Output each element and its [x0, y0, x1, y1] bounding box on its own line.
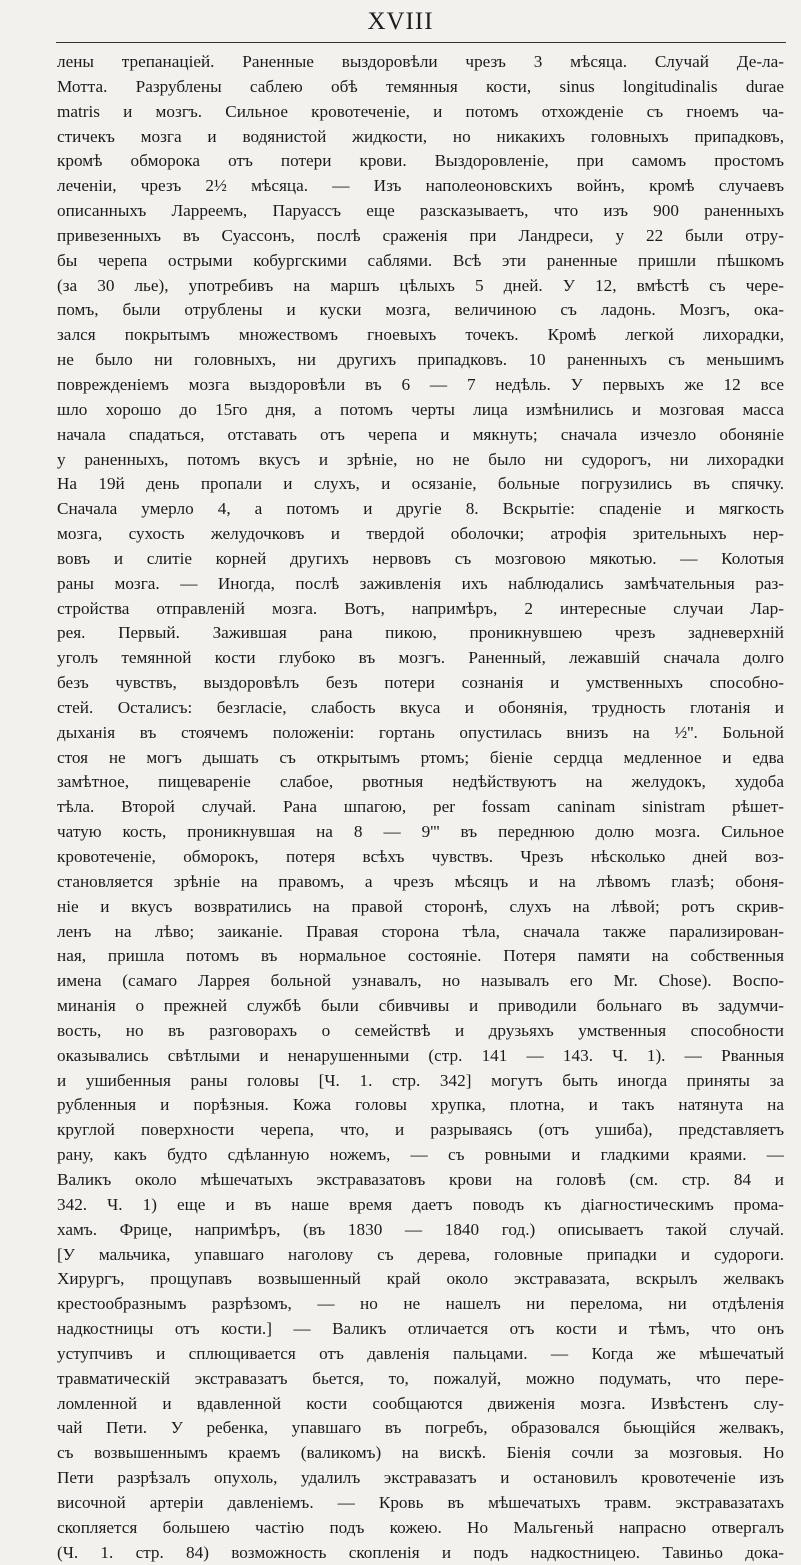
text-line: дыханiя въ стоячемъ положенiи: гортань опустилась внизъ на ½''. Больной — [57, 722, 784, 742]
text-line: Мотта. Разрублены саблею обѣ темянныя кости, sinus longitudinalis durae — [57, 76, 784, 96]
text-line: леченiи, чрезъ 2½ мѣсяца. — Изъ наполеоновскихъ войнъ, кромѣ случаевъ — [57, 176, 784, 196]
page-number: XVIII — [367, 8, 434, 35]
text-line: нiе и вкусъ возвратились на правой сторонѣ, слухъ на лѣвой; ротъ скрив- — [57, 896, 784, 916]
text-line: не было ни головныхъ, ни другихъ припадковъ. 10 раненныхъ съ меньшимъ — [57, 350, 784, 370]
text-line: зался покрытымъ множествомъ гноевыхъ точекъ. Кромѣ легкой лихорадки, — [57, 325, 784, 345]
text-line: стоя не могъ дышать съ открытымъ ртомъ; бiенiе сердца медленное и едва — [57, 747, 784, 767]
text-line: чай Пети. У ребенка, упавшаго въ погребъ, образовался бьющiйся желвакъ, — [57, 1418, 784, 1438]
text-line: круглой поверхности черепа, что, и разрываясь (отъ ушиба), представляетъ — [57, 1120, 784, 1140]
text-line: имена (самаго Ларрея больной узнавалъ, но называлъ его Mr. Chose). Воспо- — [57, 971, 784, 991]
text-line: Пети разрѣзалъ опухоль, удалилъ экстравазатъ и остановилъ кровотеченiе изъ — [57, 1468, 784, 1488]
text-line: ломленной и вдавленной кости сообщаются движенiя мозга. Извѣстенъ слу- — [57, 1393, 784, 1413]
text-line: травматическiй экстравазатъ бьется, то, пожалуй, можно подумать, что пере- — [57, 1368, 784, 1388]
text-line: мозга, сухость желудочковъ и твердой оболочки; атрофiя зрительныхъ нер- — [57, 524, 784, 544]
text-line: Хирургъ, прощупавъ возвышенный край около экстравазата, вскрылъ желвакъ — [57, 1269, 784, 1289]
text-line: 342. Ч. 1) еще и въ наше время даетъ поводъ къ дiагностическимъ прома- — [57, 1194, 784, 1214]
text-line: рану, какъ будто сдѣланную ножемъ, — съ ровными и гладкими краями. — — [57, 1145, 784, 1165]
text-line: (за 30 лье), употребивъ на маршъ цѣлыхъ 5 дней. У 12, вмѣстѣ съ чере- — [57, 275, 784, 295]
text-line: поврежденiемъ мозга выздоровѣли въ 6 — 7 недѣль. У первыхъ же 12 все — [57, 374, 784, 394]
text-line: кромѣ обморока отъ потери крови. Выздоровленiе, при самомъ простомъ — [57, 151, 784, 171]
text-line: и ушибенныя раны головы [Ч. 1. стр. 342] могутъ быть иногда приняты за — [57, 1070, 784, 1090]
text-line: ленъ на лѣво; заиканiе. Правая сторона тѣла, сначала также парализирован- — [57, 921, 784, 941]
text-line: На 19й день пропали и слухъ, и осязанiе, больные погрузились въ спячку. — [57, 474, 784, 494]
text-line: Валикъ около мѣшечатыхъ экстравазатовъ крови на головѣ (см. стр. 84 и — [57, 1169, 784, 1189]
text-line: привезенныхъ въ Суассонъ, послѣ сраженiя при Ландреси, у 22 были отру- — [57, 225, 784, 245]
text-line: начала спадаться, отставать отъ черепа и мякнуть; сначала изчезло обонянiе — [57, 424, 784, 444]
text-line: описанныхъ Ларреемъ, Паруассъ еще разсказываетъ, что изъ 900 раненныхъ — [57, 201, 784, 221]
text-line: безъ чувствъ, выздоровѣлъ безъ потери сознанiя и умственныхъ способно- — [57, 673, 784, 693]
text-line: стройства отправленiй мозга. Вотъ, напримѣръ, 2 интересные случаи Лар- — [57, 598, 784, 618]
text-line: кровотеченiе, обморокъ, потеря всѣхъ чувствъ. Чрезъ нѣсколько дней воз- — [57, 847, 784, 866]
text-line: хамъ. Фрице, напримѣръ, (въ 1830 — 1840 год.) описываетъ такой случай. — [57, 1219, 784, 1239]
text-line: помъ, были отрублены и куски мозга, величиною съ ладонь. Мозгъ, ока- — [57, 300, 784, 320]
text-line: [У мальчика, упавшаго наголову съ дерева, головные припадки и судороги. — [57, 1244, 784, 1264]
text-line: рея. Первый. Зажившая рана пикою, проникнувшею чрезъ задневерхнiй — [57, 623, 784, 643]
text-line: у раненныхъ, потомъ вкусъ и зрѣнiе, но не было ни судорогъ, ни лихорадки — [57, 449, 784, 469]
text-line: раны мозга. — Иногда, послѣ заживленiя ихъ наблюдались замѣчательныя раз- — [57, 573, 784, 593]
text-line: бы черепа острыми кобургскими саблями. Всѣ эти раненные пришли пѣшкомъ — [57, 250, 784, 270]
body-text — [57, 50, 784, 1565]
text-line: минанiя о прежней службѣ были сбивчивы и приводили больнаго въ задумчи- — [57, 996, 784, 1016]
text-line: замѣтное, пищеваренiе слабое, рвотныя недѣйствуютъ на желудокъ, худоба — [57, 772, 784, 792]
header-rule — [56, 42, 786, 43]
text-line: рубленныя и порѣзныя. Кожа головы хрупка, плотна, и такъ натянута на — [57, 1095, 784, 1115]
text-line: шло хорошо до 15го дня, а потомъ черты лица измѣнились и мозговая масса — [57, 399, 784, 419]
text-line: стичекъ мозга и водянистой жидкости, но никакихъ головныхъ припадковъ, — [57, 126, 784, 146]
text-line: крестообразнымъ разрѣзомъ, — но не нашелъ ни перелома, ни отдѣленiя — [57, 1294, 784, 1314]
text-line: ная, пришла потомъ въ нормальное состоянiе. Потеря памяти на собственныя — [57, 946, 784, 966]
text-line: надкостницы отъ кости.] — Валикъ отличается отъ кости и тѣмъ, что онъ — [57, 1319, 784, 1339]
text-line: оказывались свѣтлыми и ненарушенными (стр. 141 — 143. Ч. 1). — Рванныя — [57, 1045, 784, 1065]
text-line: тѣла. Второй случай. Рана шпагою, per fossam caninam sinistram рѣшет- — [57, 797, 784, 817]
text-line: стей. Осталисъ: безгласiе, слабость вкуса и обонянiя, трудность глотанiя и — [57, 697, 784, 717]
text-line: становляется зрѣнiе на правомъ, а чрезъ мѣсяцъ и на лѣвомъ глазѣ; обоня- — [57, 871, 784, 891]
text-line: чатую кость, проникнувшая на 8 — 9''' въ переднюю долю мозга. Сильное — [57, 822, 784, 842]
text-line: вость, но въ разговорахъ о семействѣ и друзьяхъ умственныя способности — [57, 1020, 784, 1040]
text-line: matris и мозгъ. Сильное кровотеченiе, и потомъ отхожденiе съ гноемъ ча- — [57, 101, 784, 121]
text-line: (Ч. 1. стр. 84) возможность скопленiя и подъ надкостницею. Тавиньо дока- — [57, 1542, 784, 1562]
text-line: лены трепанацiей. Раненные выздоровѣли чрезъ 3 мѣсяца. Случай Де-ла- — [57, 52, 784, 71]
text-line: уступчивъ и сплющивается отъ давленiя пальцами. — Когда же мѣшечатый — [57, 1343, 784, 1363]
text-line: уголъ темянной кости глубоко въ мозгъ. Раненный, лежавшiй сначала долго — [57, 648, 784, 668]
text-line: Сначала умерло 4, а потомъ и другiе 8. Вскрытiе: спаденiе и мягкость — [57, 499, 784, 519]
text-line: съ возвышеннымъ краемъ (валикомъ) на вискѣ. Бiенiя сочли за мозговыя. Но — [57, 1443, 784, 1463]
text-line: вовъ и слитiе корней другихъ нервовъ съ мозговою мякотью. — Колотыя — [57, 548, 784, 568]
text-line: височной артерiи давленiемъ. — Кровь въ мѣшечатыхъ травм. экстравазатахъ — [57, 1492, 784, 1512]
text-line: скопляется большею частiю подъ кожею. Но Мальгеньй напрасно отвергалъ — [57, 1517, 784, 1537]
